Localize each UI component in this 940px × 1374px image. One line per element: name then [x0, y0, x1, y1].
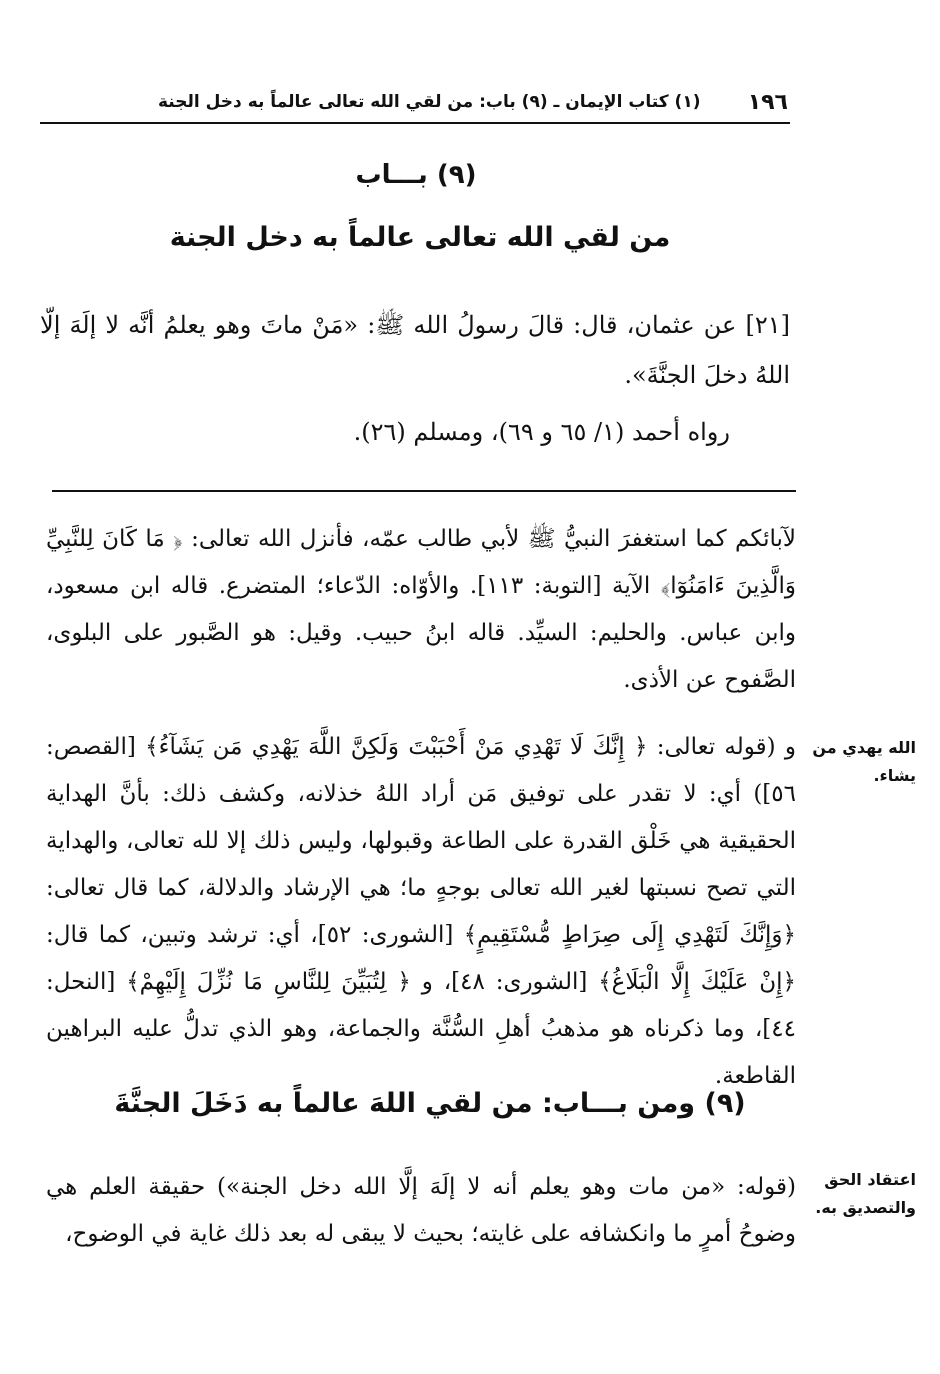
- running-head: (١) كتاب الإيمان ـ (٩) باب: من لقي الله تعالى عالماً به دخل الجنة: [158, 92, 701, 112]
- chapter-subtitle: من لقي الله تعالى عالماً به دخل الجنة: [169, 222, 671, 253]
- section-title: (٩) ومن بـــاب: من لقي اللهَ عالماً به دَخَلَ الجنَّةَ: [114, 1088, 746, 1119]
- separator-rule: [52, 490, 796, 492]
- commentary-paragraph-1: لآبائكم كما استغفرَ النبيُّ ﷺ لأبي طالب عمّه، فأنزل الله تعالى: ﴿ مَا كَانَ لِلنَّبِيِّ وَالَّذِينَ ءَامَنُوٓا﴾ الآية [التوبة: ١١٣]. والأوّاه: الدّعاء؛ المتضرع. قاله ابن مسعود، وابن عباس. والحليم: السيِّد. قاله ابنُ حبيب. وقيل: هو الصَّبور على البلوى، الصَّفوح عن الأذى.: [46, 526, 796, 693]
- page-header: [40, 88, 790, 124]
- page-number: ١٩٦: [747, 90, 788, 115]
- chapter-title: (٩) بـــاب: [355, 160, 477, 190]
- hadith-riwaya: رواه أحمد (١/ ٦٥ و ٦٩)، ومسلم (٢٦).: [353, 418, 730, 446]
- commentary-paragraph-3: (قوله: «من مات وهو يعلم أنه لا إلَهَ إلَّا الله دخل الجنة») حقيقة العلم هي وضوحُ أمرٍ ما وانكشافه على غايته؛ بحيث لا يبقى له بعد ذلك غاية في الوضوح،: [46, 1174, 796, 1247]
- margin-note-2: اعتقاد الحق والتصديق به.: [815, 1170, 916, 1217]
- hadith-text: [٢١] عن عثمان، قال: قالَ رسولُ الله ﷺ: «مَنْ ماتَ وهو يعلمُ أنَّه لا إلَهَ إلّا اللهُ دخلَ الجنَّةَ».: [40, 311, 790, 389]
- margin-note-1: الله يهدي من يشاء.: [812, 738, 916, 785]
- commentary-paragraph-2: و (قوله تعالى: ﴿ إِنَّكَ لَا تَهْدِي مَنْ أَحْبَبْتَ وَلَكِنَّ اللَّهَ يَهْدِي مَن يَشَآءُ﴾ [القصص: ٥٦]) أي: لا تقدر على توفيق مَن أراد اللهُ خذلانه، وكشف ذلك: بأنَّ الهداية الحقيقية هي خَلْق القدرة على الطاعة وقبولها، وليس ذلك إلا لله تعالى، والهداية التي تصح نسبتها لغير الله تعالى بوجهٍ ما؛ هي الإرشاد والدلالة، كما قال تعالى: ﴿وَإِنَّكَ لَتَهْدِي إِلَى صِرَاطٍ مُّسْتَقِيمٍ﴾ [الشورى: ٥٢]، أي: ترشد وتبين، كما قال: ﴿إِنْ عَلَيْكَ إِلَّا الْبَلَاغُ﴾ [الشورى: ٤٨]، و ﴿ لِتُبَيِّنَ لِلنَّاسِ مَا نُزِّلَ إِلَيْهِمْ﴾ [النحل: ٤٤]، وما ذكرناه هو مذهبُ أهلِ السُّنَّة والجماعة، وهو الذي تدلُّ عليه البراهين القاطعة.: [46, 734, 796, 1089]
